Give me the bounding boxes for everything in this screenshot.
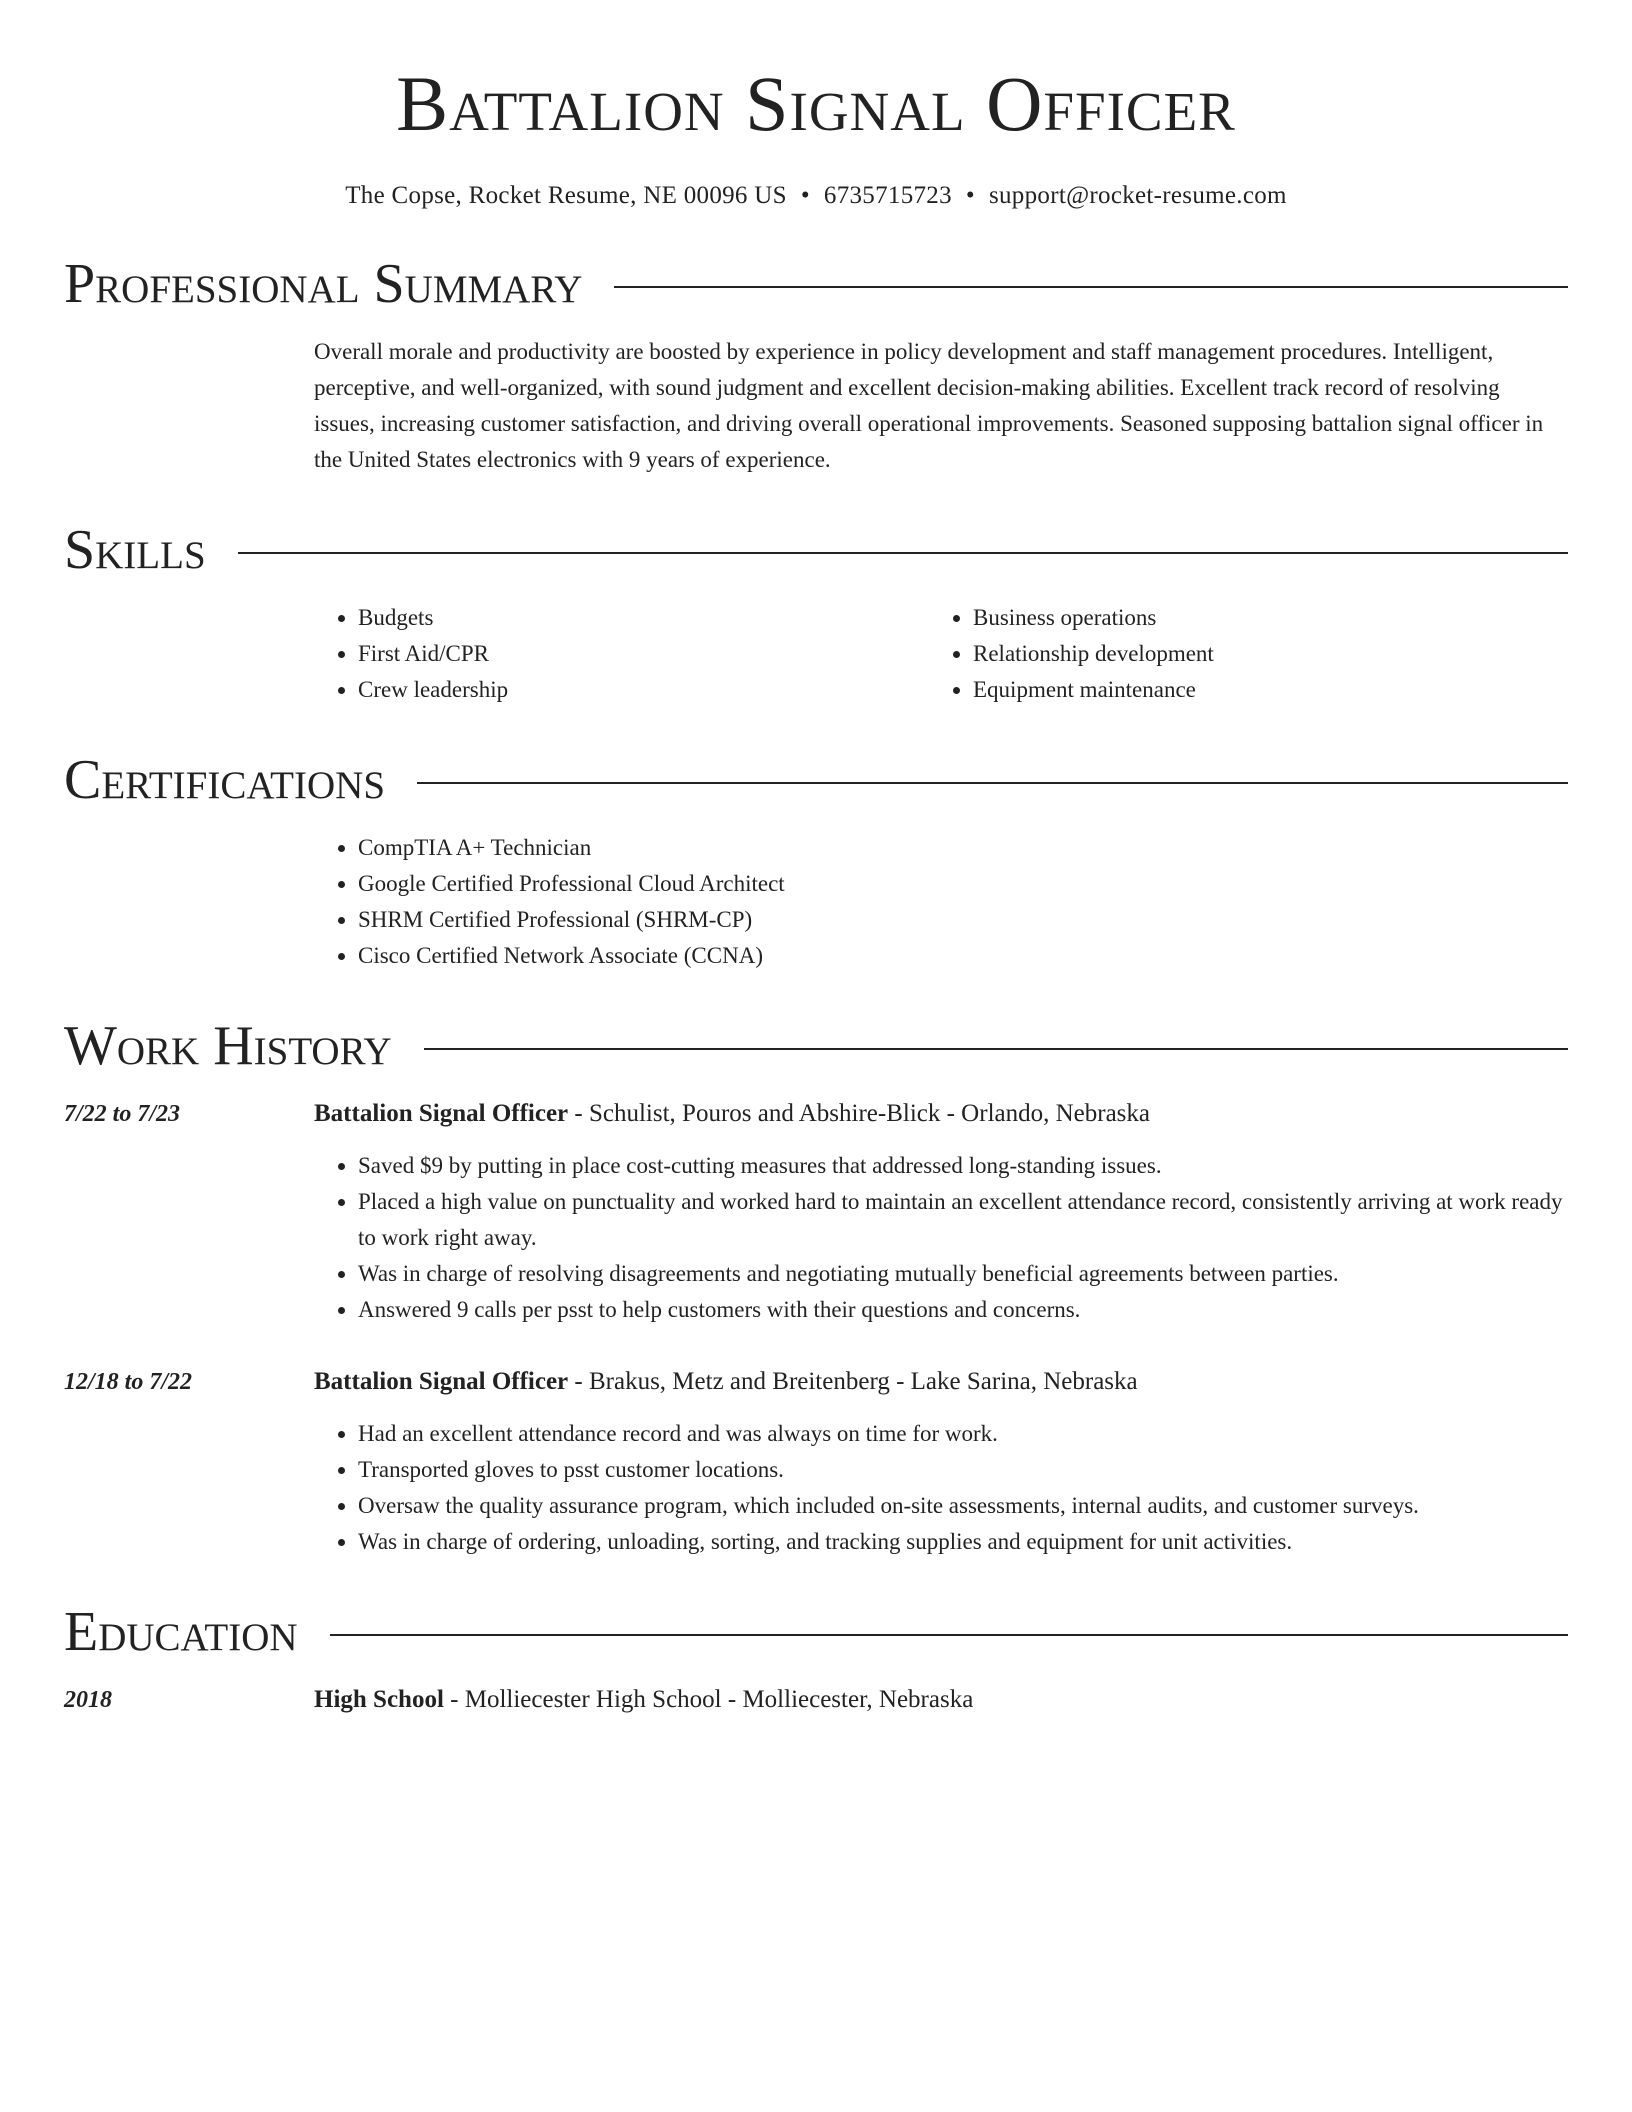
work-entry-heading: [314, 1364, 1568, 1400]
work-entry-dates: 12/18 to 7/22: [64, 1369, 193, 1395]
work-bullet: • Had an excellent attendance record and was always on time for work.: [358, 1416, 1568, 1452]
skill-item: • First Aid/CPR: [358, 636, 929, 672]
work-bullet: • Oversaw the quality assurance program, which included on-site assessments, internal audits, and customer surveys.: [358, 1488, 1568, 1524]
education-section-header: [64, 1600, 1568, 1664]
work-bullet: • Was in charge of resolving disagreements and negotiating mutually beneficial agreements between parties.: [358, 1256, 1568, 1292]
contact-line: [64, 180, 1568, 212]
contact-address: The Copse, Rocket Resume, NE 00096 US: [345, 182, 787, 209]
skills-column-left: [314, 600, 929, 708]
contact-phone: 6735715723: [823, 182, 952, 209]
contact-email: support@rocket-resume.com: [988, 182, 1287, 209]
skill-item: • Crew leadership: [358, 672, 929, 708]
certifications-section-body: [314, 830, 1568, 974]
skill-item: • Equipment maintenance: [973, 672, 1544, 708]
summary-section-header: [64, 252, 1568, 316]
contact-separator: •: [965, 182, 975, 209]
education-entry-degree: High School: [314, 1686, 444, 1713]
skills-section-header: [64, 518, 1568, 582]
skill-item: • Business operations: [973, 600, 1544, 636]
certification-item: • Google Certified Professional Cloud Architect: [358, 866, 1568, 902]
skill-item: • Relationship development: [973, 636, 1544, 672]
summary-section-title: Professional Summary: [64, 253, 583, 315]
work-entry-main: [314, 1364, 1568, 1560]
work-entry-heading: [314, 1096, 1568, 1132]
skills-section-body: [314, 600, 1568, 708]
section-divider: [238, 552, 1568, 554]
summary-section-body: [314, 334, 1568, 478]
work-bullet: • Was in charge of ordering, unloading, sorting, and tracking supplies and equipment for unit activities.: [358, 1524, 1568, 1560]
skills-grid: [314, 600, 1568, 708]
education-entry-details: - Molliecester High School - Molliecester, Nebraska: [443, 1686, 974, 1713]
education-section-title: Education: [64, 1601, 298, 1663]
skill-item: • Budgets: [358, 600, 929, 636]
work-entry-details: - Brakus, Metz and Breitenberg - Lake Sarina, Nebraska: [568, 1368, 1138, 1395]
work-bullet: • Transported gloves to psst customer locations.: [358, 1452, 1568, 1488]
work-bullet: • Placed a high value on punctuality and worked hard to maintain an excellent attendance record, consistently arriving at work ready to work right away.: [358, 1184, 1568, 1256]
work-entry: [64, 1364, 1568, 1560]
skills-section-title: Skills: [64, 519, 206, 581]
candidate-name: Battalion Signal Officer: [396, 60, 1236, 147]
section-divider: [424, 1048, 1568, 1050]
certification-item: • CompTIA A+ Technician: [358, 830, 1568, 866]
work-entry: [64, 1096, 1568, 1328]
skills-column-right: [929, 600, 1544, 708]
education-entry-heading: [314, 1682, 1568, 1718]
summary-text: Overall morale and productivity are boosted by experience in policy development and staff management procedures. Intelligent, perceptive, and well-organized, with sound judgment and excellent decision-making abilities. Excellent track record of resolving issues, increasing customer satisfaction, and driving overall operational improvements. Seasoned supposing battalion signal officer in the United States electronics with 9 years of experience.: [314, 339, 1544, 472]
work-entry-dates: 7/22 to 7/23: [64, 1101, 181, 1127]
certifications-section-header: [64, 748, 1568, 812]
certification-item: • SHRM Certified Professional (SHRM-CP): [358, 902, 1568, 938]
work-entry-main: [314, 1096, 1568, 1328]
certification-item: • Cisco Certified Network Associate (CCNA): [358, 938, 1568, 974]
section-divider: [417, 782, 1568, 784]
section-divider: [614, 286, 1568, 288]
work-entry-details: - Schulist, Pouros and Abshire-Blick - Orlando, Nebraska: [568, 1100, 1151, 1127]
work-bullet: • Answered 9 calls per psst to help customers with their questions and concerns.: [358, 1292, 1568, 1328]
work-section-header: [64, 1014, 1568, 1078]
certifications-section-title: Certifications: [64, 749, 386, 811]
education-entry-main: [314, 1682, 1568, 1718]
education-entry: [64, 1682, 1568, 1718]
section-divider: [330, 1634, 1568, 1636]
work-bullet: • Saved $9 by putting in place cost-cutting measures that addressed long-standing issues.: [358, 1148, 1568, 1184]
work-section-title: Work History: [64, 1015, 392, 1077]
work-entry-role: Battalion Signal Officer: [314, 1100, 569, 1127]
education-entry-year: 2018: [64, 1687, 112, 1713]
work-entry-role: Battalion Signal Officer: [314, 1368, 569, 1395]
contact-separator: •: [800, 182, 810, 209]
